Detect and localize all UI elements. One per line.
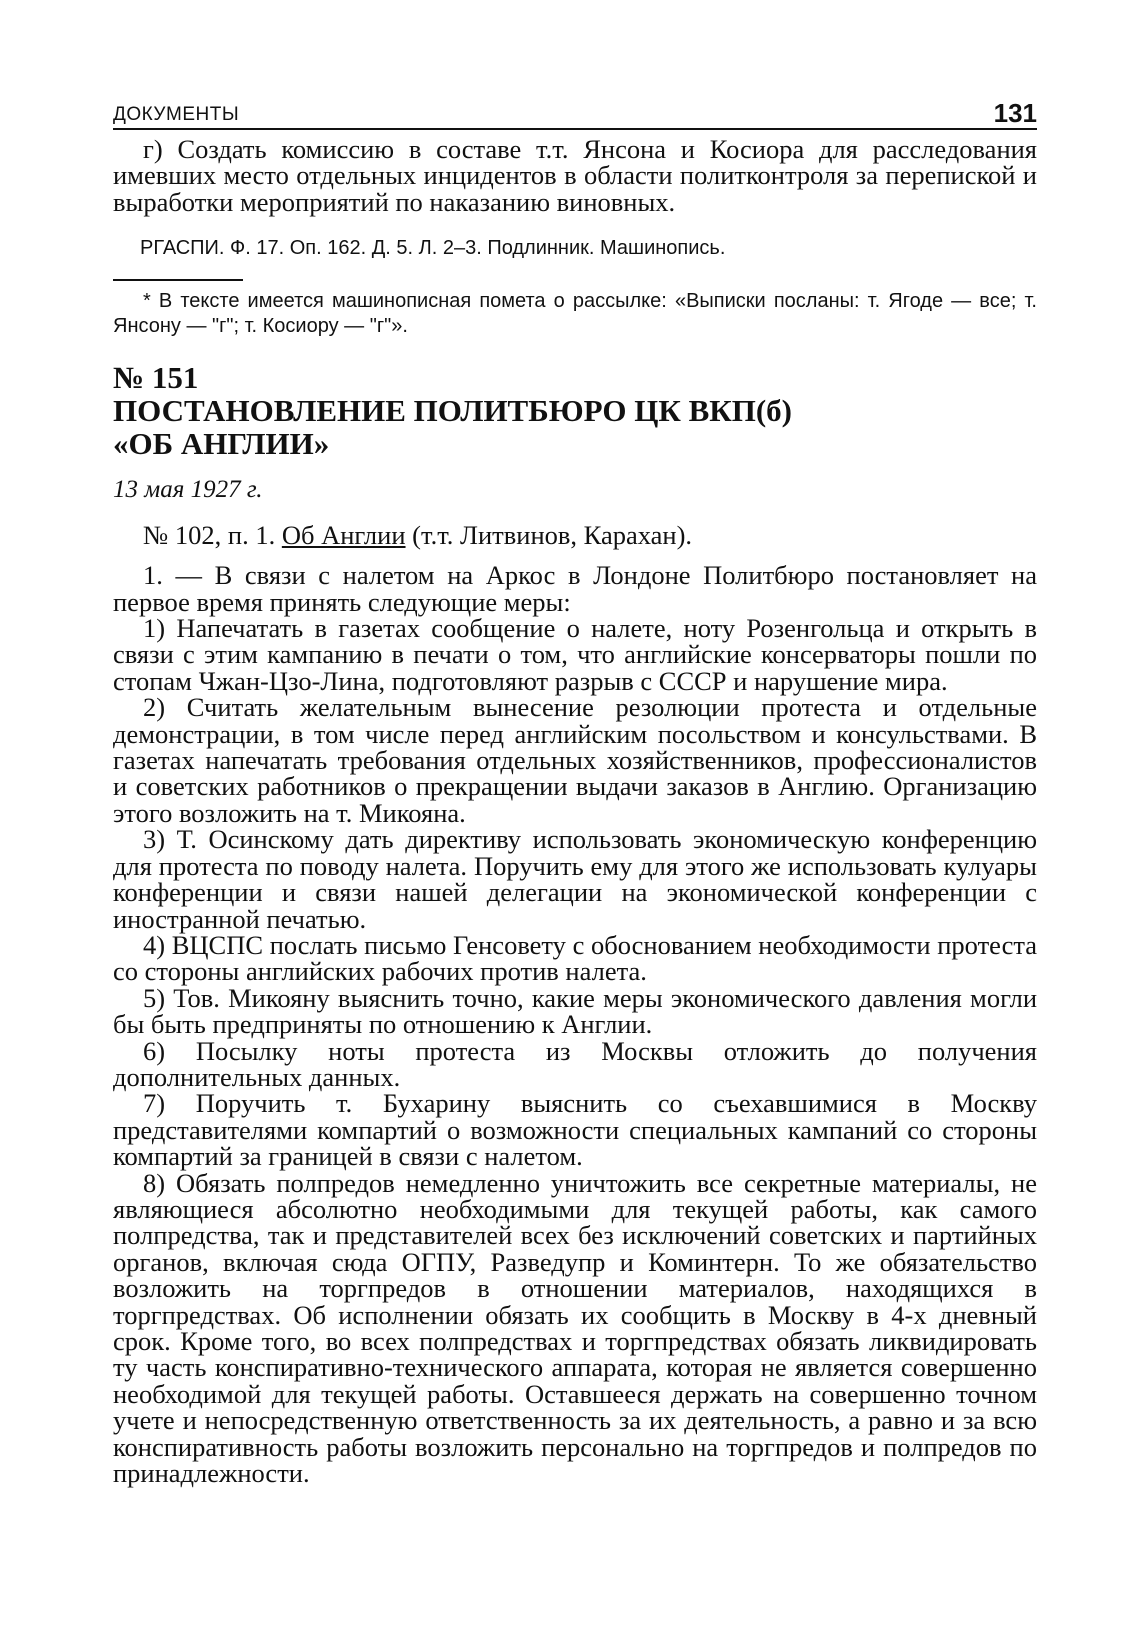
document-page — [113, 92, 1037, 1489]
running-head-title: ДОКУМЕНТЫ — [113, 104, 240, 125]
body-paragraph-5: 5) Тов. Микояну выяснить точно, какие меры экономического давления могли бы быть предприняты по отношению к Англии. — [113, 982, 1037, 1040]
document-date: 13 мая 1927 г. — [113, 476, 263, 504]
body-paragraph-2: 2) Считать желательным вынесение резолюции протеста и отдельные демонстрации, в том числе перед английским посольством и консульствами. В газетах напечатать требования отдельных хозяйственников, профессионалистов и советских работников о прекращении выдачи заказов в Англию. Организацию этого возложить на т. Микояна. — [113, 692, 1037, 828]
page-number: 131 — [993, 98, 1037, 128]
body-paragraph-intro: 1. — В связи с налетом на Аркос в Лондоне Политбюро постановляет на первое время принять следующие меры: — [113, 560, 1037, 617]
body-paragraph-7: 7) Поручить т. Бухарину выяснить со съехавшимися в Москву представителями компартий о возможности специальных кампаний со стороны компартий за границей в связи с налетом. — [113, 1088, 1037, 1172]
protocol-reference-subject: Об Англии — [281, 520, 406, 551]
protocol-reference-suffix: (т.т. Литвинов, Карахан). — [412, 520, 693, 551]
protocol-reference-prefix: № 102, п. 1. — [143, 520, 276, 551]
document-title-line-2: «ОБ АНГЛИИ» — [113, 426, 330, 462]
document-body — [113, 560, 1037, 1489]
continuation-paragraph: г) Создать комиссию в составе т.т. Янсона и Косиора для расследования имевших место отдельных инцидентов в области политконтроля за перепиской и выработки мероприятий по наказанию виновных. — [113, 134, 1037, 217]
body-paragraph-4: 4) ВЦСПС послать письмо Генсовету с обоснованием необходимости протеста со стороны английских рабочих против налета. — [113, 929, 1037, 987]
document-title-line-1: ПОСТАНОВЛЕНИЕ ПОЛИТБЮРО ЦК ВКП(б) — [113, 393, 793, 429]
body-paragraph-3: 3) Т. Осинскому дать директиву использовать экономическую конференцию для протеста по поводу налета. Поручить ему для этого же использовать кулуары конференции и связи нашей делегации на экономической конференции с иностранной печатью. — [113, 824, 1037, 934]
document-heading — [113, 361, 1037, 460]
protocol-reference — [113, 520, 1037, 550]
body-paragraph-6: 6) Посылку ноты протеста из Москвы отложить до получения дополнительных данных. — [113, 1035, 1037, 1092]
document-number: № 151 — [113, 360, 199, 396]
archive-source-note: РГАСПИ. Ф. 17. Оп. 162. Д. 5. Л. 2–3. Подлинник. Машинопись. — [140, 237, 726, 260]
running-head — [113, 92, 1037, 130]
body-paragraph-8: 8) Обязать полпредов немедленно уничтожить все секретные материалы, не являющиеся абсолютно необходимыми для текущей работы, как самого полпредства, так и представителей всех без исключений советских и партийных органов, включая сюда ОГПУ, Разведупр и Коминтерн. То же обязательство возложить на торгпредов в отношении материалов, находящихся в торгпредствах. Об исполнении обязать их сообщить в Москву в 4-х дневный срок. Кроме того, во всех полпредствах и торгпредствах обязать ликвидировать ту часть конспиративно-технического аппарата, которая не является совершенно необходимой для текущей работы. Оставшееся держать на совершенно точном учете и непосредственную ответственность за их деятельность, а равно и за всю конспиративность работы возложить персонально на торгпредов и полпредов по принадлежности. — [113, 1167, 1037, 1489]
previous-document-ending — [113, 136, 1037, 215]
body-paragraph-1: 1) Напечатать в газетах сообщение о налете, ноту Розенгольца и открыть в связи с этим кампанию в печати о том, что английские консерваторы пошли по стопам Чжан-Цзо-Лина, подготовляют разрыв с СССР и нарушение мира. — [113, 613, 1037, 696]
footnote: * В тексте имеется машинописная помета о рассылке: «Выписки посланы: т. Ягоде — все; т. Янсону — "г"; т. Косиору — "г"». — [113, 290, 1037, 338]
footnote-divider — [113, 279, 243, 281]
